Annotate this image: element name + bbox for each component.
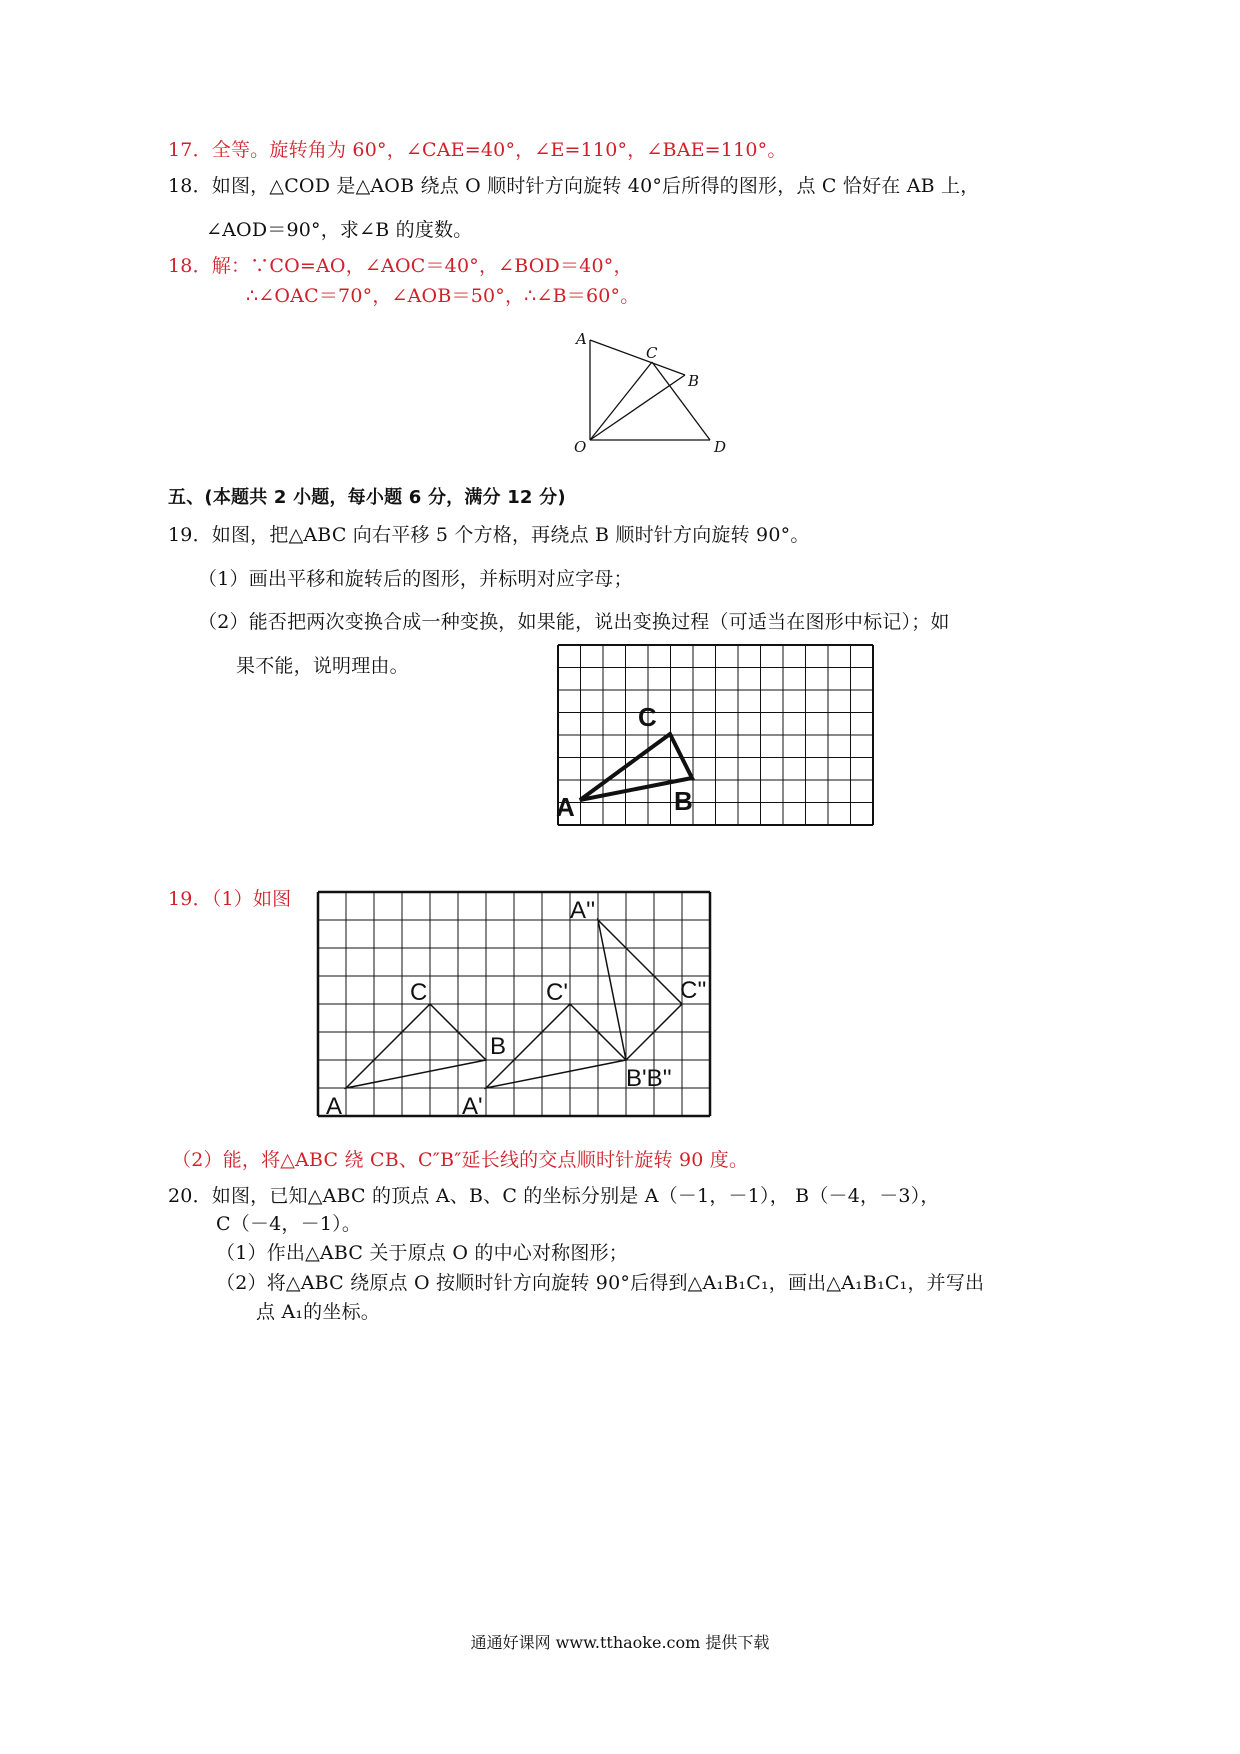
q-label-c: C — [638, 702, 657, 732]
section-5-heading: 五、(本题共 2 小题，每小题 6 分，满分 12 分) — [168, 487, 566, 508]
q-label-b: B — [674, 786, 693, 816]
q18-question-line2: ∠AOD＝90°，求∠B 的度数。 — [206, 219, 473, 241]
figure-18-diagram — [570, 330, 770, 470]
q20-question-line2: C（－4，－1）。 — [216, 1213, 362, 1235]
a-label-c: C — [410, 979, 428, 1006]
q19-part2: （2）能否把两次变换合成一种变换，如果能，说出变换过程（可适当在图形中标记）；如 — [198, 611, 950, 633]
q20-part1: （1）作出△ABC 关于原点 O 的中心对称图形； — [216, 1242, 628, 1264]
label-o: O — [574, 438, 587, 456]
q19-answer-line1: 19．（1）如图 — [168, 888, 292, 910]
q18-answer-line1: 18．解：∵CO=AO，∠AOC＝40°，∠BOD＝40°， — [168, 255, 633, 277]
figure-19-question-grid — [548, 636, 878, 836]
q20-part2: （2）将△ABC 绕原点 O 按顺时针方向旋转 90°后得到△A₁B₁C₁，画出△A₁B₁C₁，并写出 — [216, 1272, 985, 1294]
label-b: B — [688, 372, 700, 390]
q19-answer-line2: （2）能，将△ABC 绕 CB、C″B″延长线的交点顺时针旋转 90 度。 — [172, 1149, 749, 1171]
a-label-a-prime: A' — [462, 1093, 483, 1120]
q19-question-line1: 19．如图，把△ABC 向右平移 5 个方格，再绕点 B 顺时针方向旋转 90°。 — [168, 524, 810, 546]
q20-part2-cont: 点 A₁的坐标。 — [256, 1301, 380, 1323]
q-label-a: A — [556, 792, 575, 822]
a-label-b-prime: B'B'' — [626, 1065, 672, 1092]
q19-part2-cont: 果不能，说明理由。 — [236, 655, 409, 677]
label-d: D — [714, 438, 727, 456]
a-label-c-prime: C' — [546, 979, 568, 1006]
label-a: A — [576, 330, 587, 348]
page-footer: 通通好课网 www.tthaoke.com 提供下载 — [470, 1633, 770, 1652]
a-label-b: B — [490, 1033, 507, 1060]
q18-answer-line2: ∴∠OAC＝70°，∠AOB＝50°，∴∠B＝60°。 — [246, 285, 640, 307]
q20-question-line1: 20．如图，已知△ABC 的顶点 A、B、C 的坐标分别是 A（－1，－1）， B（－4，－3）， — [168, 1185, 940, 1207]
a-label-a-double: A'' — [570, 897, 596, 924]
a-label-a: A — [326, 1093, 343, 1120]
q19-part1: （1）画出平移和旋转后的图形，并标明对应字母； — [198, 568, 633, 590]
figure-19-answer-grid — [318, 890, 718, 1125]
label-c: C — [646, 344, 658, 362]
a-label-c-double: C'' — [680, 977, 707, 1004]
q17-answer: 17．全等。旋转角为 60°，∠CAE=40°，∠E=110°，∠BAE=110°。 — [168, 139, 787, 161]
q18-question-line1: 18．如图，△COD 是△AOB 绕点 O 顺时针方向旋转 40°后所得的图形，点 C 恰好在 AB 上， — [168, 175, 980, 197]
